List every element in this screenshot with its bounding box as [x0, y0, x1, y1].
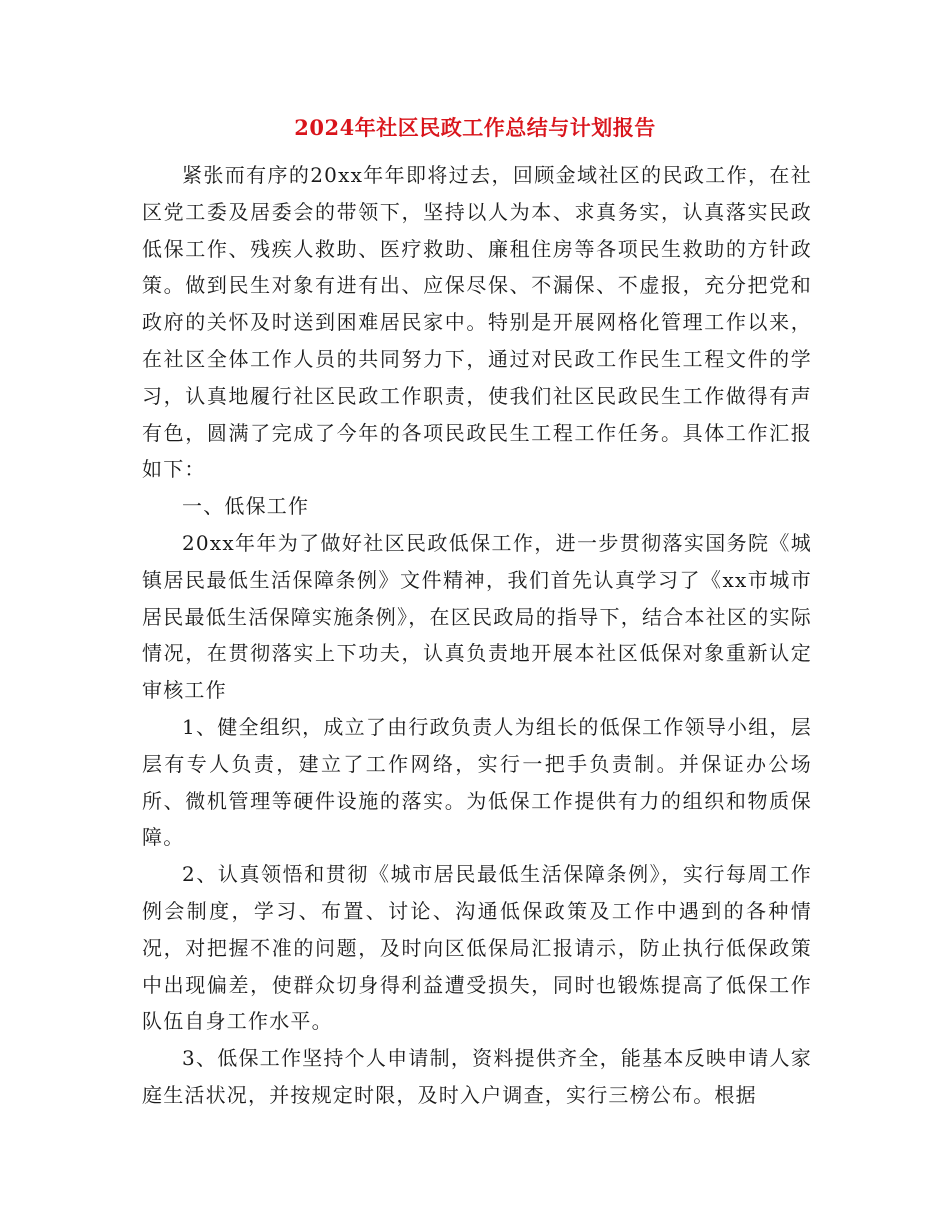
document-title: 2024年社区民政工作总结与计划报告	[294, 115, 656, 140]
paragraph-intro: 紧张而有序的20xx年年即将过去，回顾金域社区的民政工作，在社区党工委及居委会的带领下，坚持以人为本、求真务实，认真落实民政低保工作、残疾人救助、医疗救助、廉租住房等各项民生救助的方针政策。做到民生对象有进有出、应保尽保、不漏保、不虚报，充分把党和政府的关怀及时送到困难居民家中。特别是开展网格化管理工作以来，在社区全体工作人员的共同努力下，通过对民政工作民生工程文件的学习，认真地履行社区民政工作职责，使我们社区民政民生工作做得有声有色，圆满了完成了今年的各项民政民生工程工作任务。具体工作汇报如下：	[142, 163, 812, 482]
paragraph-item-2: 2、认真领悟和贯彻《城市居民最低生活保障条例》，实行每周工作例会制度，学习、布置、讨论、沟通低保政策及工作中遇到的各种情况，对把握不准的问题，及时向区低保局汇报请示，防止执行低保政策中出现偏差，使群众切身得利益遭受损失，同时也锻炼提高了低保工作队伍自身工作水平。	[142, 862, 812, 1034]
section-heading-low-income: 一、低保工作	[182, 494, 310, 519]
paragraph-item-1: 1、健全组织，成立了由行政负责人为组长的低保工作领导小组，层层有专人负责，建立了工作网络，实行一把手负责制。并保证办公场所、微机管理等硬件设施的落实。为低保工作提供有力的组织和物质保障。	[142, 714, 812, 850]
document-body	[142, 157, 812, 1114]
paragraph-low-income: 20xx年年为了做好社区民政低保工作，进一步贯彻落实国务院《城镇居民最低生活保障条例》文件精神，我们首先认真学习了《xx市城市居民最低生活保障实施条例》，在区民政局的指导下，结合本社区的实际情况，在贯彻落实上下功夫，认真负责地开展本社区低保对象重新认定审核工作	[142, 530, 812, 703]
paragraph-item-3: 3、低保工作坚持个人申请制，资料提供齐全，能基本反映申请人家庭生活状况，并按规定时限，及时入户调查，实行三榜公布。根据	[142, 1046, 812, 1107]
